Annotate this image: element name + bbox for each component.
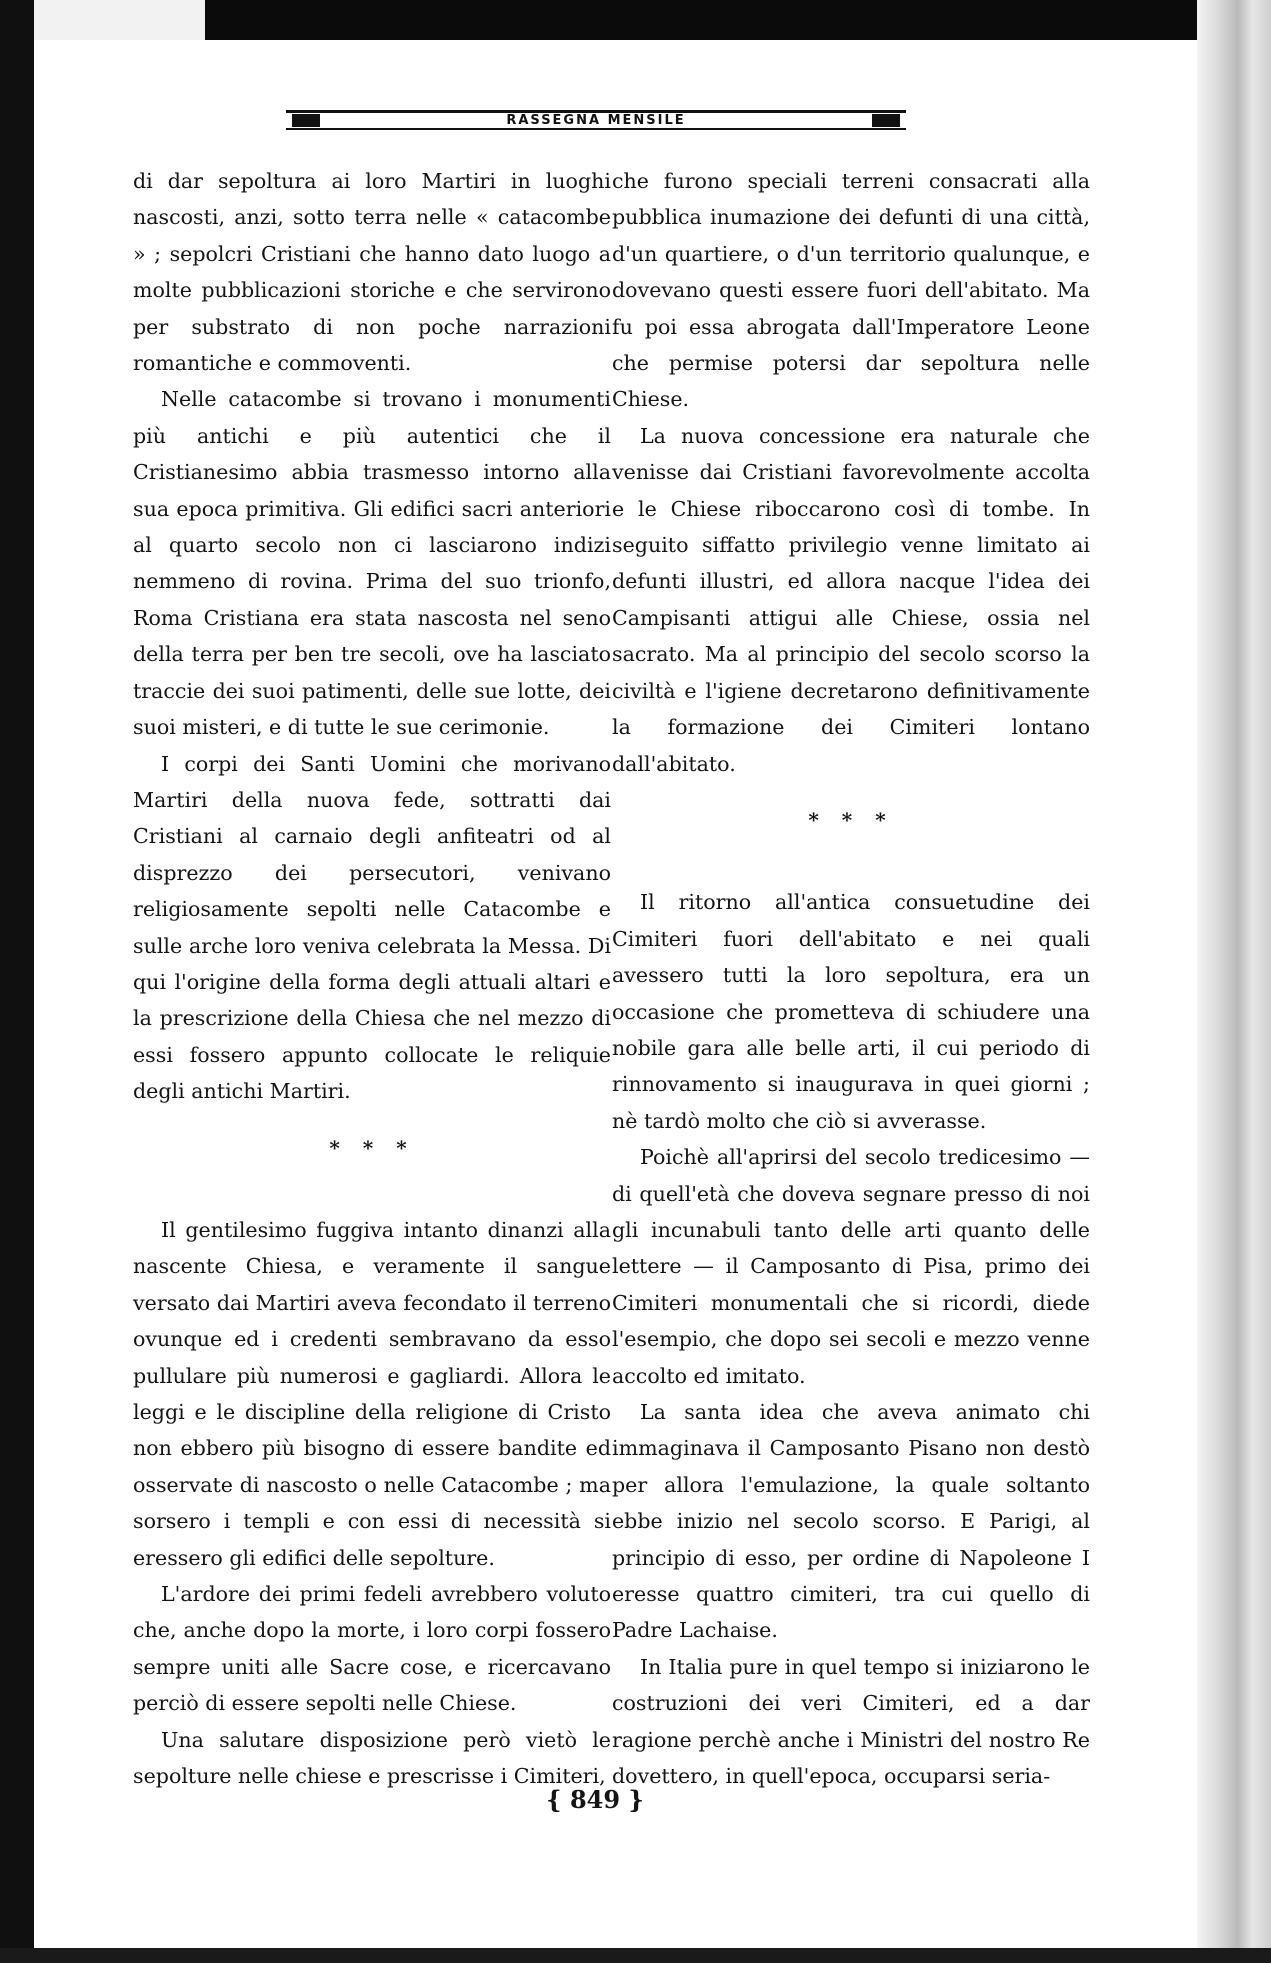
paragraph: di dar sepoltura ai loro Martiri in luoghi nascosti, anzi, sotto terra nelle « catacombe » ; sepolcri Cristiani che hanno dato luogo a molte pubblicazioni storiche e che servirono per substrato di non poche narrazioni romantiche e commoventi.: [133, 169, 611, 376]
paragraph: I corpi dei Santi Uomini che morivano Martiri della nuova fede, sottratti dai Cristiani al carnaio degli anfiteatri od al disprezzo dei persecutori, venivano religiosamente sepolti nelle Catacombe e sulle arche loro veniva celebrata la Messa. Di qui l'origine della forma degli attuali altari e la prescrizione della Chiesa che nel mezzo di essi fossero appunto collocate le reliquie degli antichi Martiri.: [133, 751, 611, 1104]
header-ornament-right: [872, 114, 900, 127]
section-separator: * * *: [329, 1135, 415, 1160]
running-title: RASSEGNA MENSILE: [506, 113, 686, 128]
page-number-bracket-right: }: [620, 1785, 644, 1814]
paragraph: L'ardore dei primi fedeli avrebbero voluto che, anche dopo la morte, i loro corpi fossero sempre uniti alle Sacre cose, e ricercavano perciò di essere sepolti nelle Chiese.: [133, 1582, 611, 1716]
page-number-bracket-left: {: [546, 1785, 570, 1814]
scan-binding-edge: [1197, 0, 1271, 1963]
paragraph: Il ritorno all'antica consuetudine dei Cimiteri fuori dell'abitato e nei quali avessero tutti la loro sepoltura, era un occasione che prometteva di schiudere una nobile gara alle belle arti, il cui periodo di rinnovamento si inaugurava in quei giorni ; nè tardò molto che ciò si avverasse.: [612, 890, 1090, 1133]
right-column: [612, 163, 1090, 1794]
paragraph: Nelle catacombe si trovano i monumenti più antichi e più autentici che il Cristianesimo abbia trasmesso intorno alla sua epoca primitiva. Gli edifici sacri anteriori al quarto secolo non ci lasciarono indizi nemmeno di rovina. Prima del suo trionfo, Roma Cristiana era stata nascosta nel seno della terra per ben tre secoli, ove ha lasciato traccie dei suoi patimenti, delle sue lotte, dei suoi misteri, e di tutte le sue cerimonie.: [133, 387, 611, 740]
paragraph: che furono speciali terreni consacrati alla pubblica inumazione dei defunti di una città, d'un quartiere, o d'un territorio qualunque, e dovevano questi essere fuori dell'abitato. Ma fu poi essa abrogata dall'Imperatore Leone che permise potersi dar sepoltura nelle Chiese.: [612, 169, 1090, 412]
paragraph: La santa idea che aveva animato chi immaginava il Camposanto Pisano non destò per allora l'emulazione, la quale soltanto ebbe inizio nel secolo scorso. E Parigi, al principio di esso, per ordine di Napoleone I eresse quattro cimiteri, tra cui quello di Padre Lachaise.: [612, 1400, 1090, 1643]
paragraph: Il gentilesimo fuggiva intanto dinanzi alla nascente Chiesa, e veramente il sangue versato dai Martiri aveva fecondato il terreno ovunque ed i credenti sembravano da esso pullulare più numerosi e gagliardi. Allora le leggi e le discipline della religione di Cristo non ebbero più bisogno di essere bandite ed osservate di nascosto o nelle Catacombe ; ma sorsero i templi e con essi di necessità si eressero gli edifici delle sepolture.: [133, 1217, 611, 1570]
scan-border-bottom: [0, 1948, 1271, 1963]
paragraph: La nuova concessione era naturale che venisse dai Cristiani favorevolmente accolta e le Chiese riboccarono così di tombe. In seguito siffatto privilegio venne limitato ai defunti illustri, ed allora nacque l'idea dei Campisanti attigui alle Chiese, ossia nel sacrato. Ma al principio del secolo scorso la civiltà e l'igiene decretarono definitivamente la formazione dei Cimiteri lontano dall'abitato.: [612, 423, 1090, 776]
section-separator: * * *: [808, 807, 894, 832]
left-column: [133, 163, 611, 1794]
scan-border-left: [0, 0, 34, 1963]
paragraph: Poichè all'aprirsi del secolo tredicesimo — di quell'età che doveva segnare presso di noi gli incunabuli tanto delle arti quanto delle lettere — il Camposanto di Pisa, primo dei Cimiteri monumentali che si ricordi, diede l'esempio, che dopo sei secoli e mezzo venne accolto ed imitato.: [612, 1145, 1090, 1388]
running-header: [286, 110, 906, 130]
paragraph: Una salutare disposizione però vietò le sepolture nelle chiese e prescrisse i Cimiteri,: [133, 1727, 611, 1789]
page-corner: [34, 40, 1197, 80]
paragraph: In Italia pure in quel tempo si iniziarono le costruzioni dei veri Cimiteri, ed a dar ragione perchè anche i Ministri del nostro Re dovettero, in quell'epoca, occuparsi seria-: [612, 1654, 1090, 1789]
page-number-value: 849: [569, 1785, 621, 1814]
page-number: [520, 1785, 670, 1814]
header-ornament-left: [292, 114, 320, 127]
